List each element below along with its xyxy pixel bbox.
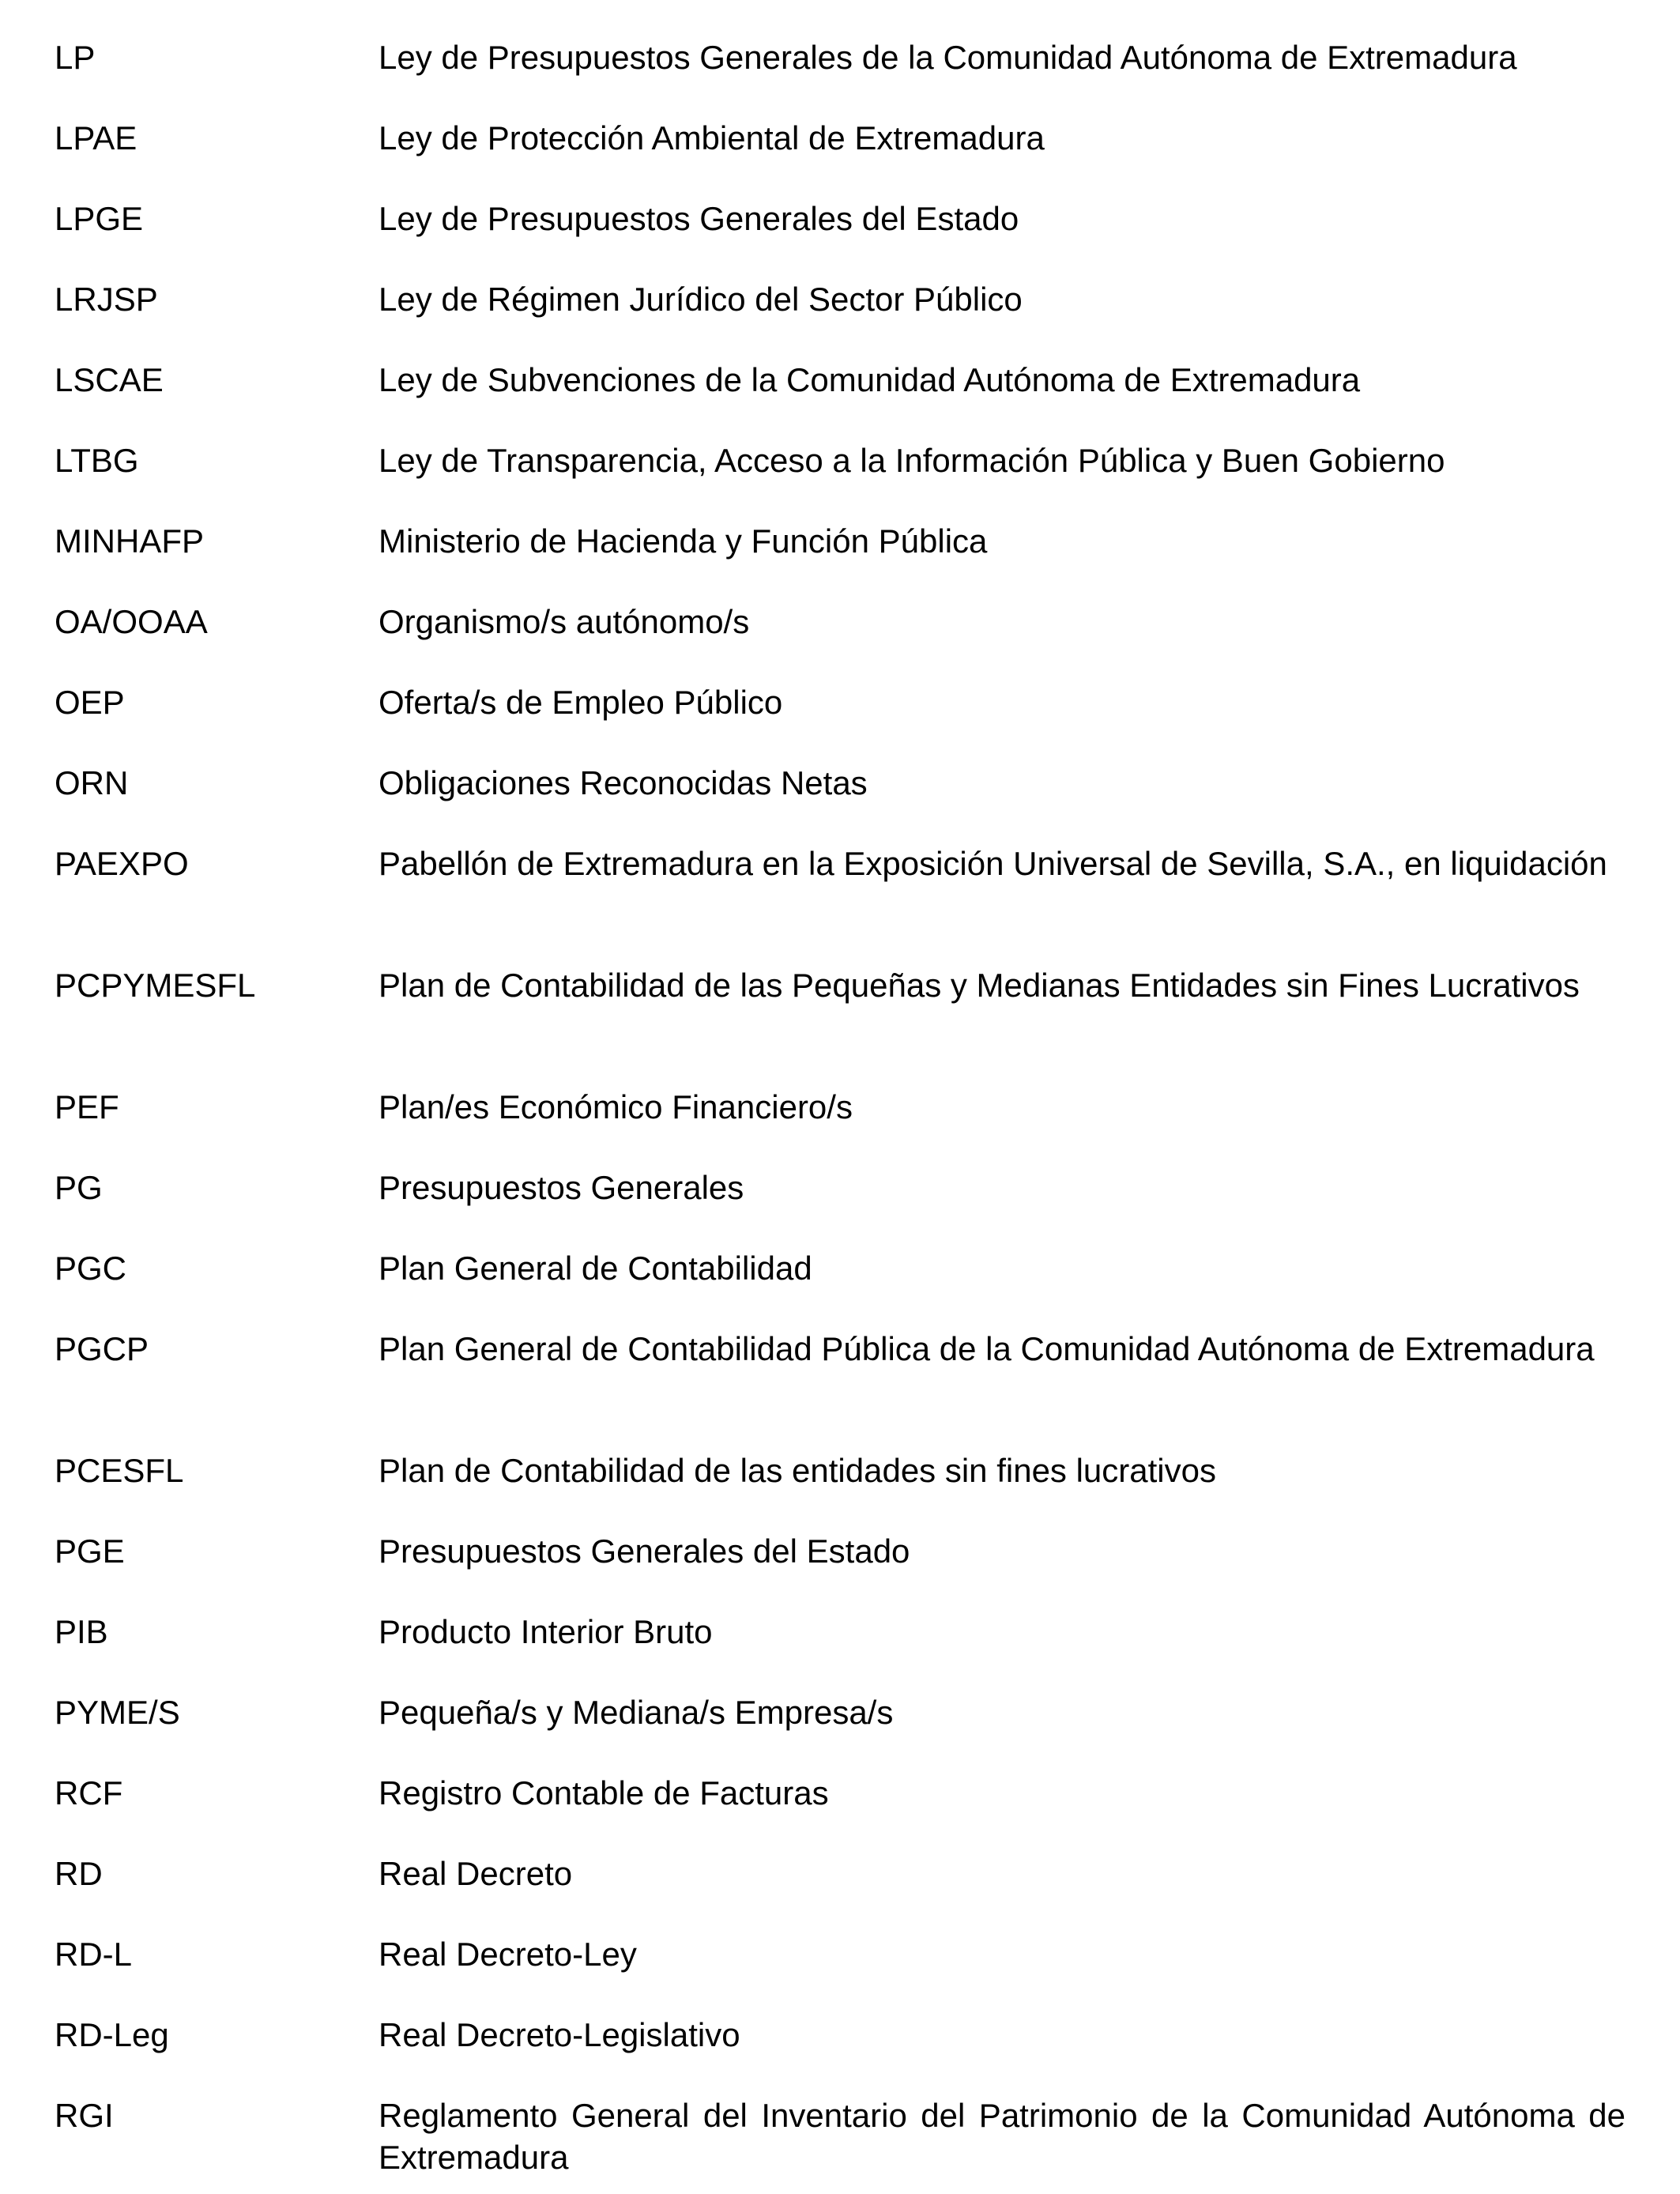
abbreviation: OEP (55, 684, 125, 721)
definition: Presupuestos Generales del Estado (379, 1532, 910, 1570)
abbreviation: PGCP (55, 1330, 149, 1367)
abbreviation: LSCAE (55, 361, 164, 398)
definition: Ley de Protección Ambiental de Extremadura (379, 119, 1045, 156)
definition: Plan/es Económico Financiero/s (379, 1088, 853, 1125)
definition: Ministerio de Hacienda y Función Pública (379, 522, 988, 560)
definition: Plan de Contabilidad de las Pequeñas y Medianas Entidades sin Fines Lucrativos (379, 967, 1580, 1004)
definition: Ley de Transparencia, Acceso a la Información Pública y Buen Gobierno (379, 442, 1445, 479)
abbreviation: LP (55, 39, 96, 76)
abbreviation: ORN (55, 764, 129, 801)
abbreviation: RD-L (55, 1936, 133, 1973)
abbreviation: LPAE (55, 119, 137, 156)
definition: Pequeña/s y Mediana/s Empresa/s (379, 1694, 894, 1731)
definition: Ley de Régimen Jurídico del Sector Público (379, 281, 1023, 318)
abbreviation: PGC (55, 1250, 127, 1287)
definition: Presupuestos Generales (379, 1169, 744, 1206)
definition: Ley de Presupuestos Generales del Estado (379, 200, 1019, 237)
definition: Obligaciones Reconocidas Netas (379, 764, 868, 801)
definition: Producto Interior Bruto (379, 1613, 713, 1650)
definition: Plan General de Contabilidad Pública de la Comunidad Autónoma de Extremadura (379, 1330, 1595, 1367)
abbreviation: LTBG (55, 442, 139, 479)
abbreviation: PIB (55, 1613, 108, 1650)
definition: Reglamento General del Inventario del Patrimonio de la Comunidad Autónoma de Extremadura (379, 2097, 1625, 2176)
abbreviation: PEF (55, 1088, 119, 1125)
definition: Real Decreto-Ley (379, 1936, 637, 1973)
abbreviation: PAEXPO (55, 845, 189, 882)
abbreviation: LPGE (55, 200, 144, 237)
definition: Plan de Contabilidad de las entidades sin fines lucrativos (379, 1452, 1216, 1489)
definition: Registro Contable de Facturas (379, 1774, 829, 1811)
definition: Ley de Presupuestos Generales de la Comunidad Autónoma de Extremadura (379, 39, 1517, 76)
abbreviation: PGE (55, 1532, 125, 1570)
abbreviation: RCF (55, 1774, 123, 1811)
abbreviation: PCPYMESFL (55, 967, 256, 1004)
definition: Real Decreto (379, 1855, 573, 1892)
abbreviation: RD (55, 1855, 103, 1892)
abbreviation: PCESFL (55, 1452, 184, 1489)
definition: Plan General de Contabilidad (379, 1250, 812, 1287)
definition: Oferta/s de Empleo Público (379, 684, 783, 721)
abbreviation: RD-Leg (55, 2016, 169, 2053)
abbreviation: RGI (55, 2097, 114, 2134)
abbreviation: PG (55, 1169, 103, 1206)
abbreviation: LRJSP (55, 281, 158, 318)
abbreviation: PYME/S (55, 1694, 180, 1731)
abbreviation: OA/OOAA (55, 603, 208, 640)
definition: Real Decreto-Legislativo (379, 2016, 740, 2053)
definition: Ley de Subvenciones de la Comunidad Autónoma de Extremadura (379, 361, 1361, 398)
definition: Pabellón de Extremadura en la Exposición Universal de Sevilla, S.A., en liquidación (379, 845, 1607, 882)
definition: Organismo/s autónomo/s (379, 603, 750, 640)
abbreviation: MINHAFP (55, 522, 204, 560)
